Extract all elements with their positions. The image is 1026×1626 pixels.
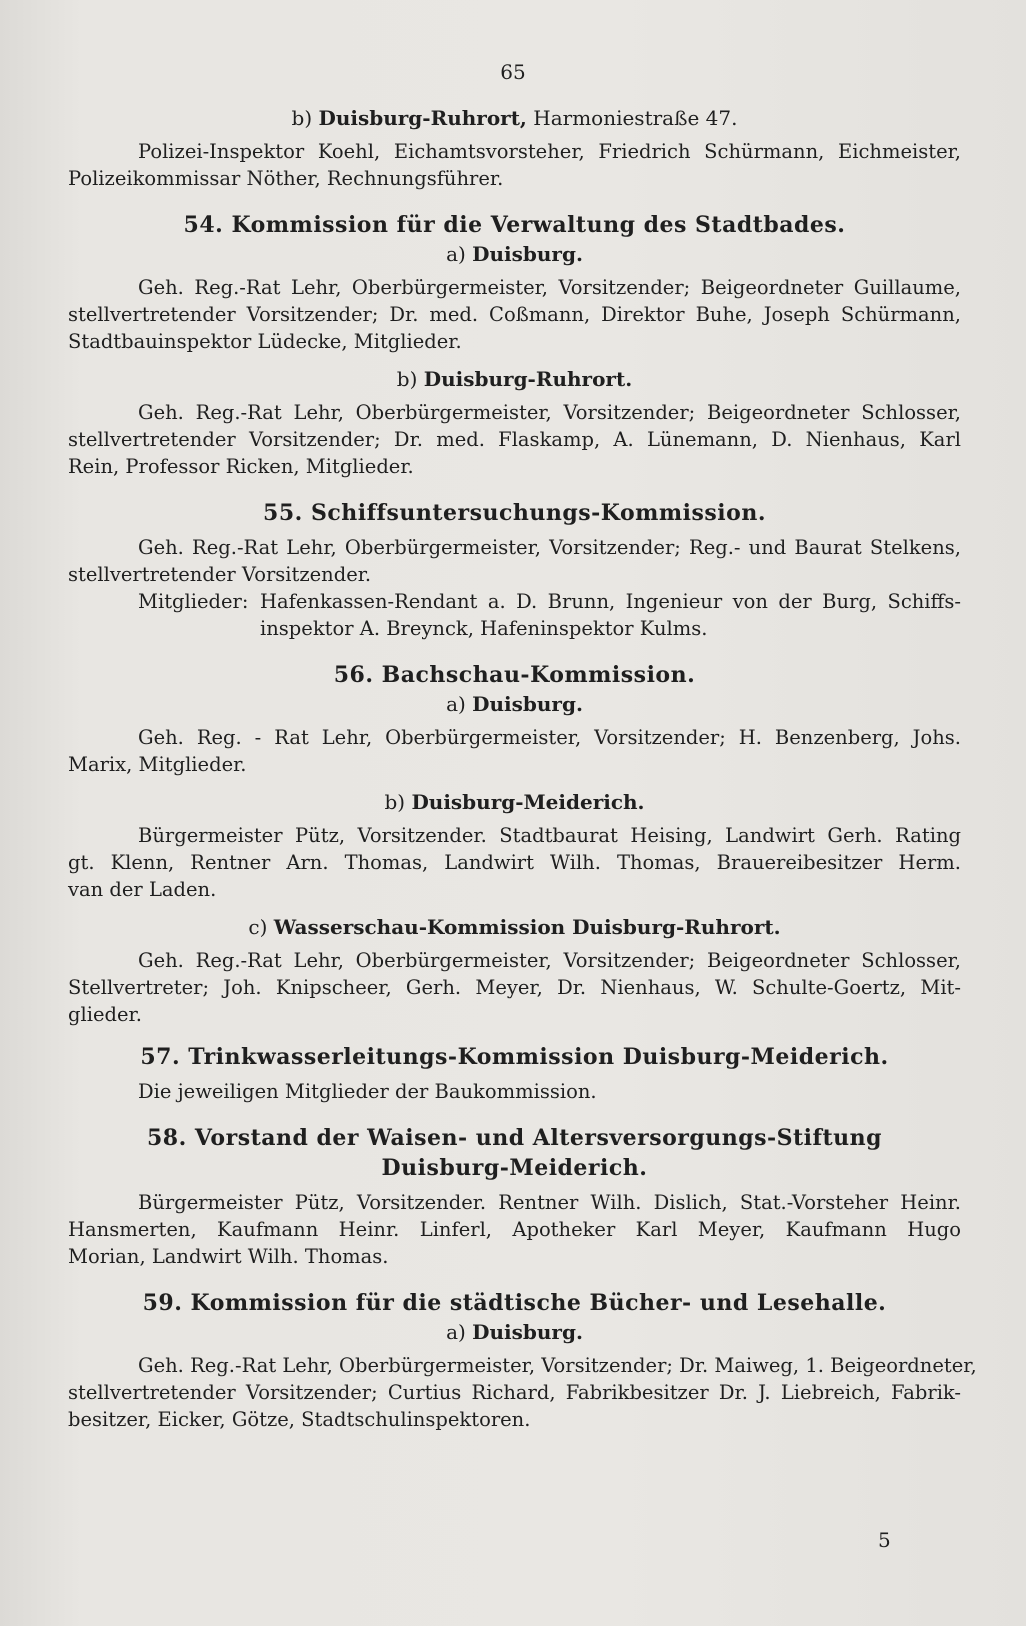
text-line: Rein, Professor Ricken, Mitglieder. — [68, 455, 414, 478]
text-line: Geh. Reg.-Rat Lehr, Oberbürgermeister, Vorsitzender; Reg.- und Baurat Stelkens, — [138, 536, 961, 559]
text-line: Die jeweiligen Mitglieder der Baukommission. — [138, 1080, 597, 1103]
text-line: Geh. Reg.-Rat Lehr, Oberbürgermeister, Vorsitzender; Beigeordneter Schlosser, — [138, 949, 961, 972]
text-line: glieder. — [68, 1003, 142, 1026]
page-number: 65 — [500, 60, 526, 84]
subsection-heading-54b — [68, 365, 961, 393]
text-line: Geh. Reg. - Rat Lehr, Oberbürgermeister, Vorsitzender; H. Benzenberg, Johs. — [138, 726, 961, 749]
text-line: Polizei-Inspektor Koehl, Eichamtsvorsteher, Friedrich Schürmann, Eichmeister, — [138, 140, 961, 163]
text-line: besitzer, Eicker, Götze, Stadtschulinspektoren. — [68, 1408, 531, 1431]
section-heading-58: 58. Vorstand der Waisen- und Altersversorgungs-Stiftung — [146, 1125, 883, 1151]
subsection-label: b) — [396, 367, 418, 391]
subsection-heading-56a — [68, 690, 961, 718]
text-line: Polizeikommissar Nöther, Rechnungsführer. — [68, 167, 504, 190]
text-line: Stadtbauinspektor Lüdecke, Mitglieder. — [68, 330, 462, 353]
subsection-label: c) — [248, 915, 268, 939]
subsection-label: b) — [384, 790, 406, 814]
subsection-title: Duisburg-Meiderich. — [411, 790, 645, 814]
text-line: stellvertretender Vorsitzender. — [68, 563, 372, 586]
section-heading-54: 54. Kommission für die Verwaltung des Stadtbades. — [183, 212, 846, 238]
text-line: gt. Klenn, Rentner Arn. Thomas, Landwirt Wilh. Thomas, Brauereibesitzer Herm. — [68, 851, 961, 874]
subsection-title: Duisburg-Ruhrort. — [423, 367, 633, 391]
text-line: Marix, Mitglieder. — [68, 753, 247, 776]
subsection-label: a) — [446, 242, 466, 266]
text-line: Bürgermeister Pütz, Vorsitzender. Stadtbaurat Heising, Landwirt Gerh. Rating — [138, 824, 961, 847]
text-line: Geh. Reg.-Rat Lehr, Oberbürgermeister, Vorsitzender; Beigeordneter Guillaume, — [138, 276, 961, 299]
subsection-heading-56c — [68, 913, 961, 941]
section-heading-57: 57. Trinkwasserleitungs-Kommission Duisburg-Meiderich. — [140, 1044, 889, 1070]
members-label: Mitglieder: — [138, 590, 249, 613]
text-line: Morian, Landwirt Wilh. Thomas. — [68, 1245, 389, 1268]
text-line: Bürgermeister Pütz, Vorsitzender. Rentner Wilh. Dislich, Stat.-Vorsteher Heinr. — [138, 1191, 961, 1214]
subsection-label: b) — [291, 106, 313, 130]
text-line: van der Laden. — [68, 878, 217, 901]
page-body — [68, 104, 977, 1433]
signature-mark: 5 — [878, 1528, 891, 1552]
subsection-title: Duisburg. — [472, 1320, 583, 1344]
text-line: Stellvertreter; Joh. Knipscheer, Gerh. Meyer, Dr. Nienhaus, W. Schulte-Goertz, Mit- — [68, 976, 961, 999]
section-heading-55: 55. Schiffsuntersuchungs-Kommission. — [263, 500, 766, 526]
section-heading-56: 56. Bachschau-Kommission. — [333, 662, 696, 688]
text-line: inspektor A. Breynck, Hafeninspektor Kulms. — [260, 617, 708, 640]
subsection-heading-53b — [68, 104, 961, 132]
text-line: stellvertretender Vorsitzender; Curtius Richard, Fabrikbesitzer Dr. J. Liebreich, Fabrik- — [68, 1381, 961, 1404]
subsection-heading-54a — [68, 240, 961, 268]
text-line: Hansmerten, Kaufmann Heinr. Linferl, Apotheker Karl Meyer, Kaufmann Hugo — [68, 1218, 961, 1241]
section-heading-59: 59. Kommission für die städtische Bücher- und Lesehalle. — [142, 1290, 887, 1316]
subsection-title: Duisburg-Ruhrort, — [318, 106, 527, 130]
members-line — [68, 588, 961, 615]
subsection-title: Duisburg. — [472, 692, 583, 716]
text-line: Geh. Reg.-Rat Lehr, Oberbürgermeister, Vorsitzender; Dr. Maiweg, 1. Beigeordneter, — [138, 1354, 977, 1377]
text-line: stellvertretender Vorsitzender; Dr. med. Coßmann, Direktor Buhe, Joseph Schürmann, — [68, 303, 961, 326]
text-line: stellvertretender Vorsitzender; Dr. med. Flaskamp, A. Lünemann, D. Nienhaus, Karl — [68, 428, 961, 451]
subsection-title: Duisburg. — [472, 242, 583, 266]
subsection-heading-59a — [68, 1318, 961, 1346]
subsection-heading-56b — [68, 788, 961, 816]
section-heading-58-cont: Duisburg-Meiderich. — [381, 1155, 648, 1181]
subsection-address: Harmoniestraße 47. — [533, 106, 738, 130]
subsection-label: a) — [446, 692, 466, 716]
subsection-title: Wasserschau-Kommission Duisburg-Ruhrort. — [273, 915, 781, 939]
text-line: Hafenkassen-Rendant a. D. Brunn, Ingenieur von der Burg, Schiffs- — [260, 590, 961, 613]
text-line: Geh. Reg.-Rat Lehr, Oberbürgermeister, Vorsitzender; Beigeordneter Schlosser, — [138, 401, 961, 424]
subsection-label: a) — [446, 1320, 466, 1344]
